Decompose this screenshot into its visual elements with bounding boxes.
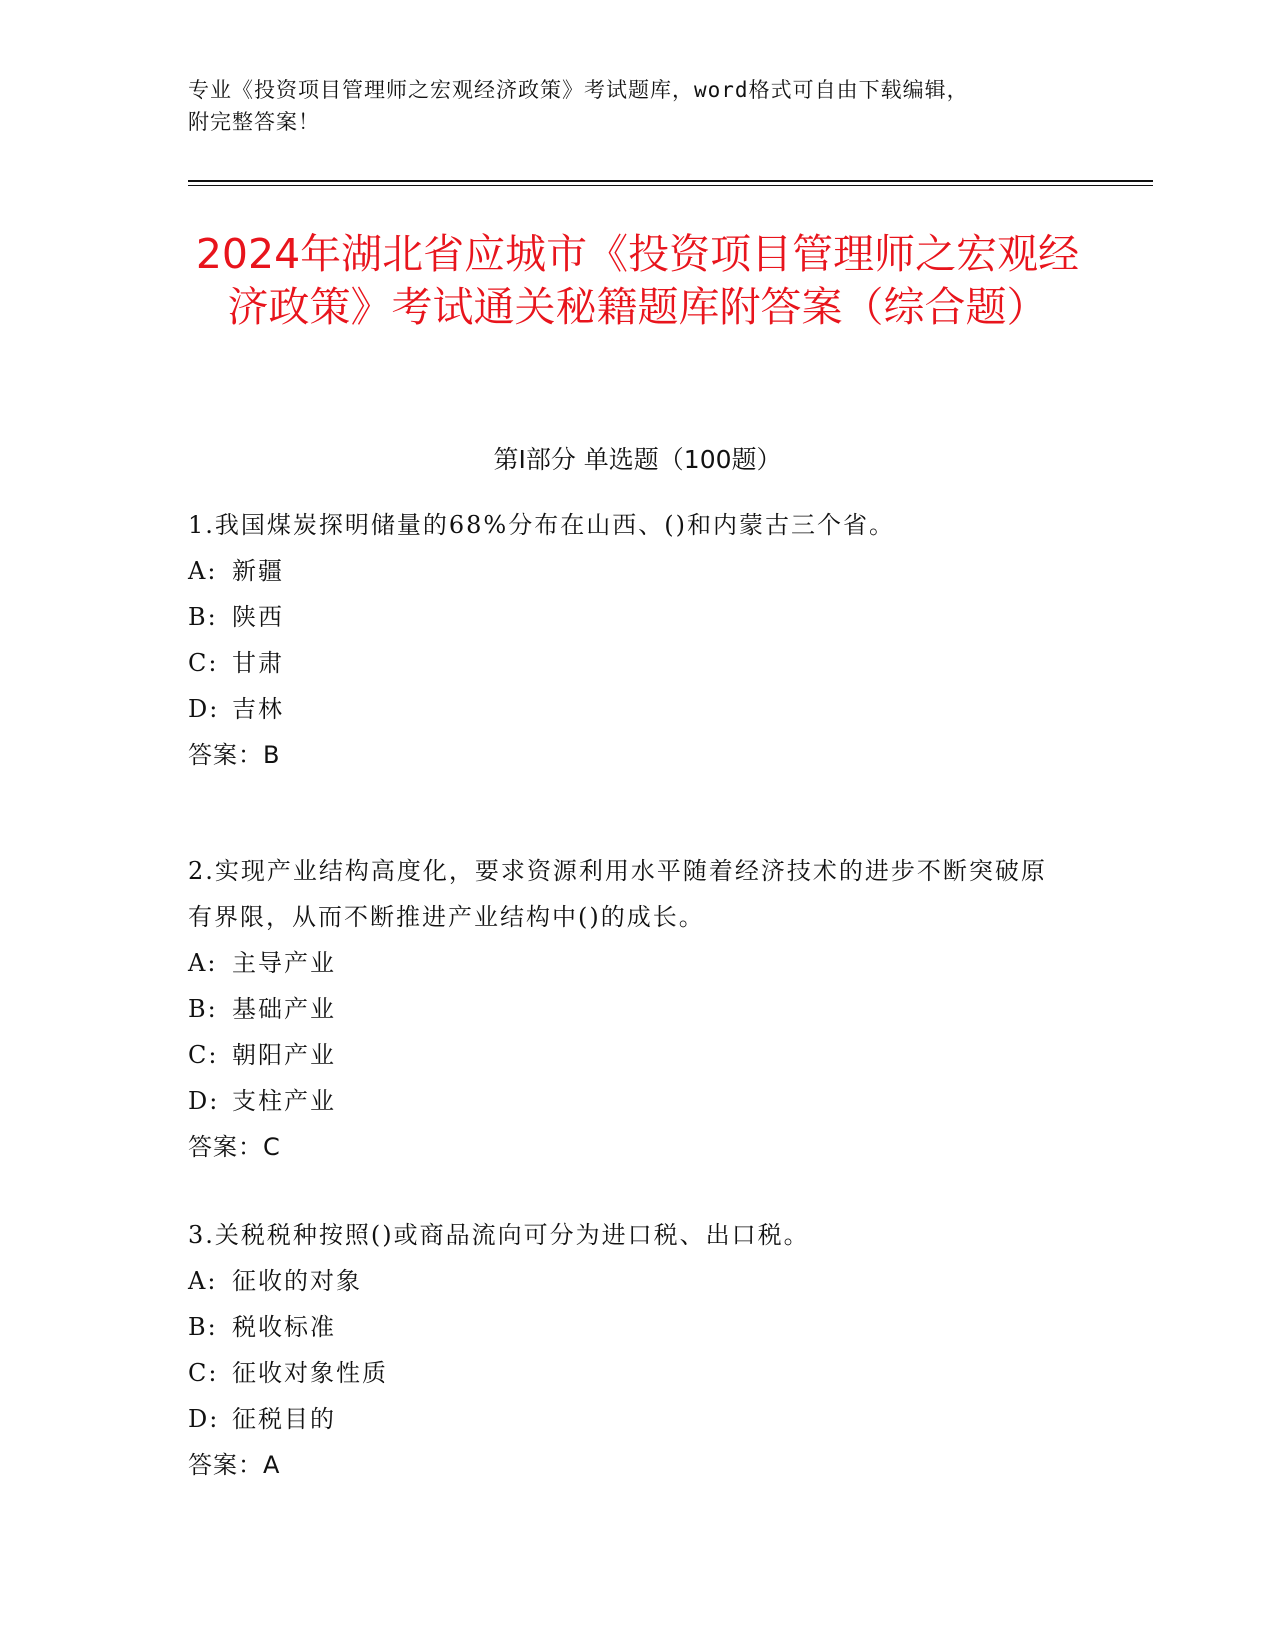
- answer: 答案：B: [188, 741, 281, 769]
- option-text: 支柱产业: [232, 1087, 336, 1115]
- option-d: [188, 686, 1068, 732]
- option-d: [188, 1396, 1068, 1442]
- header-note: [188, 74, 1088, 138]
- option-text: 主导产业: [232, 949, 336, 977]
- option-letter: D:: [188, 1405, 220, 1433]
- option-a: [188, 1258, 1068, 1304]
- option-text: 新疆: [232, 557, 284, 585]
- header-note-text: 专业《投资项目管理师之宏观经济政策》考试题库，: [188, 78, 694, 102]
- header-note-word: word: [694, 78, 749, 102]
- option-letter: C:: [188, 1041, 219, 1069]
- option-letter: D:: [188, 1087, 220, 1115]
- option-d: [188, 1078, 1068, 1124]
- header-note-text-2: 格式可自由下载编辑，: [748, 78, 969, 102]
- option-text: 吉林: [232, 695, 284, 723]
- header-divider-thick: [188, 180, 1153, 182]
- answer: 答案：A: [188, 1451, 281, 1479]
- question-1: [188, 502, 1068, 778]
- option-letter: A:: [188, 557, 218, 585]
- option-text: 税收标准: [232, 1313, 336, 1341]
- question-2: [188, 848, 1068, 1170]
- header-divider-thin: [188, 185, 1153, 186]
- option-b: [188, 1304, 1068, 1350]
- option-letter: B:: [188, 603, 218, 631]
- option-b: [188, 986, 1068, 1032]
- option-a: [188, 548, 1068, 594]
- question-stem: 2.实现产业结构高度化，要求资源利用水平随着经济技术的进步不断突破原有界限，从而不断推进产业结构中()的成长。: [188, 857, 1047, 931]
- question-3: [188, 1212, 1068, 1488]
- option-a: [188, 940, 1068, 986]
- question-stem: 3.关税税种按照()或商品流向可分为进口税、出口税。: [188, 1221, 810, 1249]
- question-stem: 1.我国煤炭探明储量的68%分布在山西、()和内蒙古三个省。: [188, 511, 895, 539]
- option-c: [188, 640, 1068, 686]
- option-letter: B:: [188, 995, 218, 1023]
- option-b: [188, 594, 1068, 640]
- option-text: 朝阳产业: [232, 1041, 336, 1069]
- option-text: 陕西: [232, 603, 284, 631]
- option-letter: C:: [188, 649, 219, 677]
- option-text: 征收的对象: [232, 1267, 362, 1295]
- header-note-line2: 附完整答案！: [188, 110, 320, 134]
- option-text: 征收对象性质: [232, 1359, 388, 1387]
- option-text: 甘肃: [232, 649, 284, 677]
- option-c: [188, 1032, 1068, 1078]
- option-letter: B:: [188, 1313, 218, 1341]
- document-title: 2024年湖北省应城市《投资项目管理师之宏观经济政策》考试通关秘籍题库附答案（综合题）: [195, 230, 1080, 331]
- option-letter: D:: [188, 695, 220, 723]
- option-letter: C:: [188, 1359, 219, 1387]
- option-text: 征税目的: [232, 1405, 336, 1433]
- option-text: 基础产业: [232, 995, 336, 1023]
- option-c: [188, 1350, 1068, 1396]
- section-heading: 第Ⅰ部分 单选题（100题）: [493, 445, 782, 474]
- option-letter: A:: [188, 1267, 218, 1295]
- answer: 答案：C: [188, 1133, 281, 1161]
- option-letter: A:: [188, 949, 218, 977]
